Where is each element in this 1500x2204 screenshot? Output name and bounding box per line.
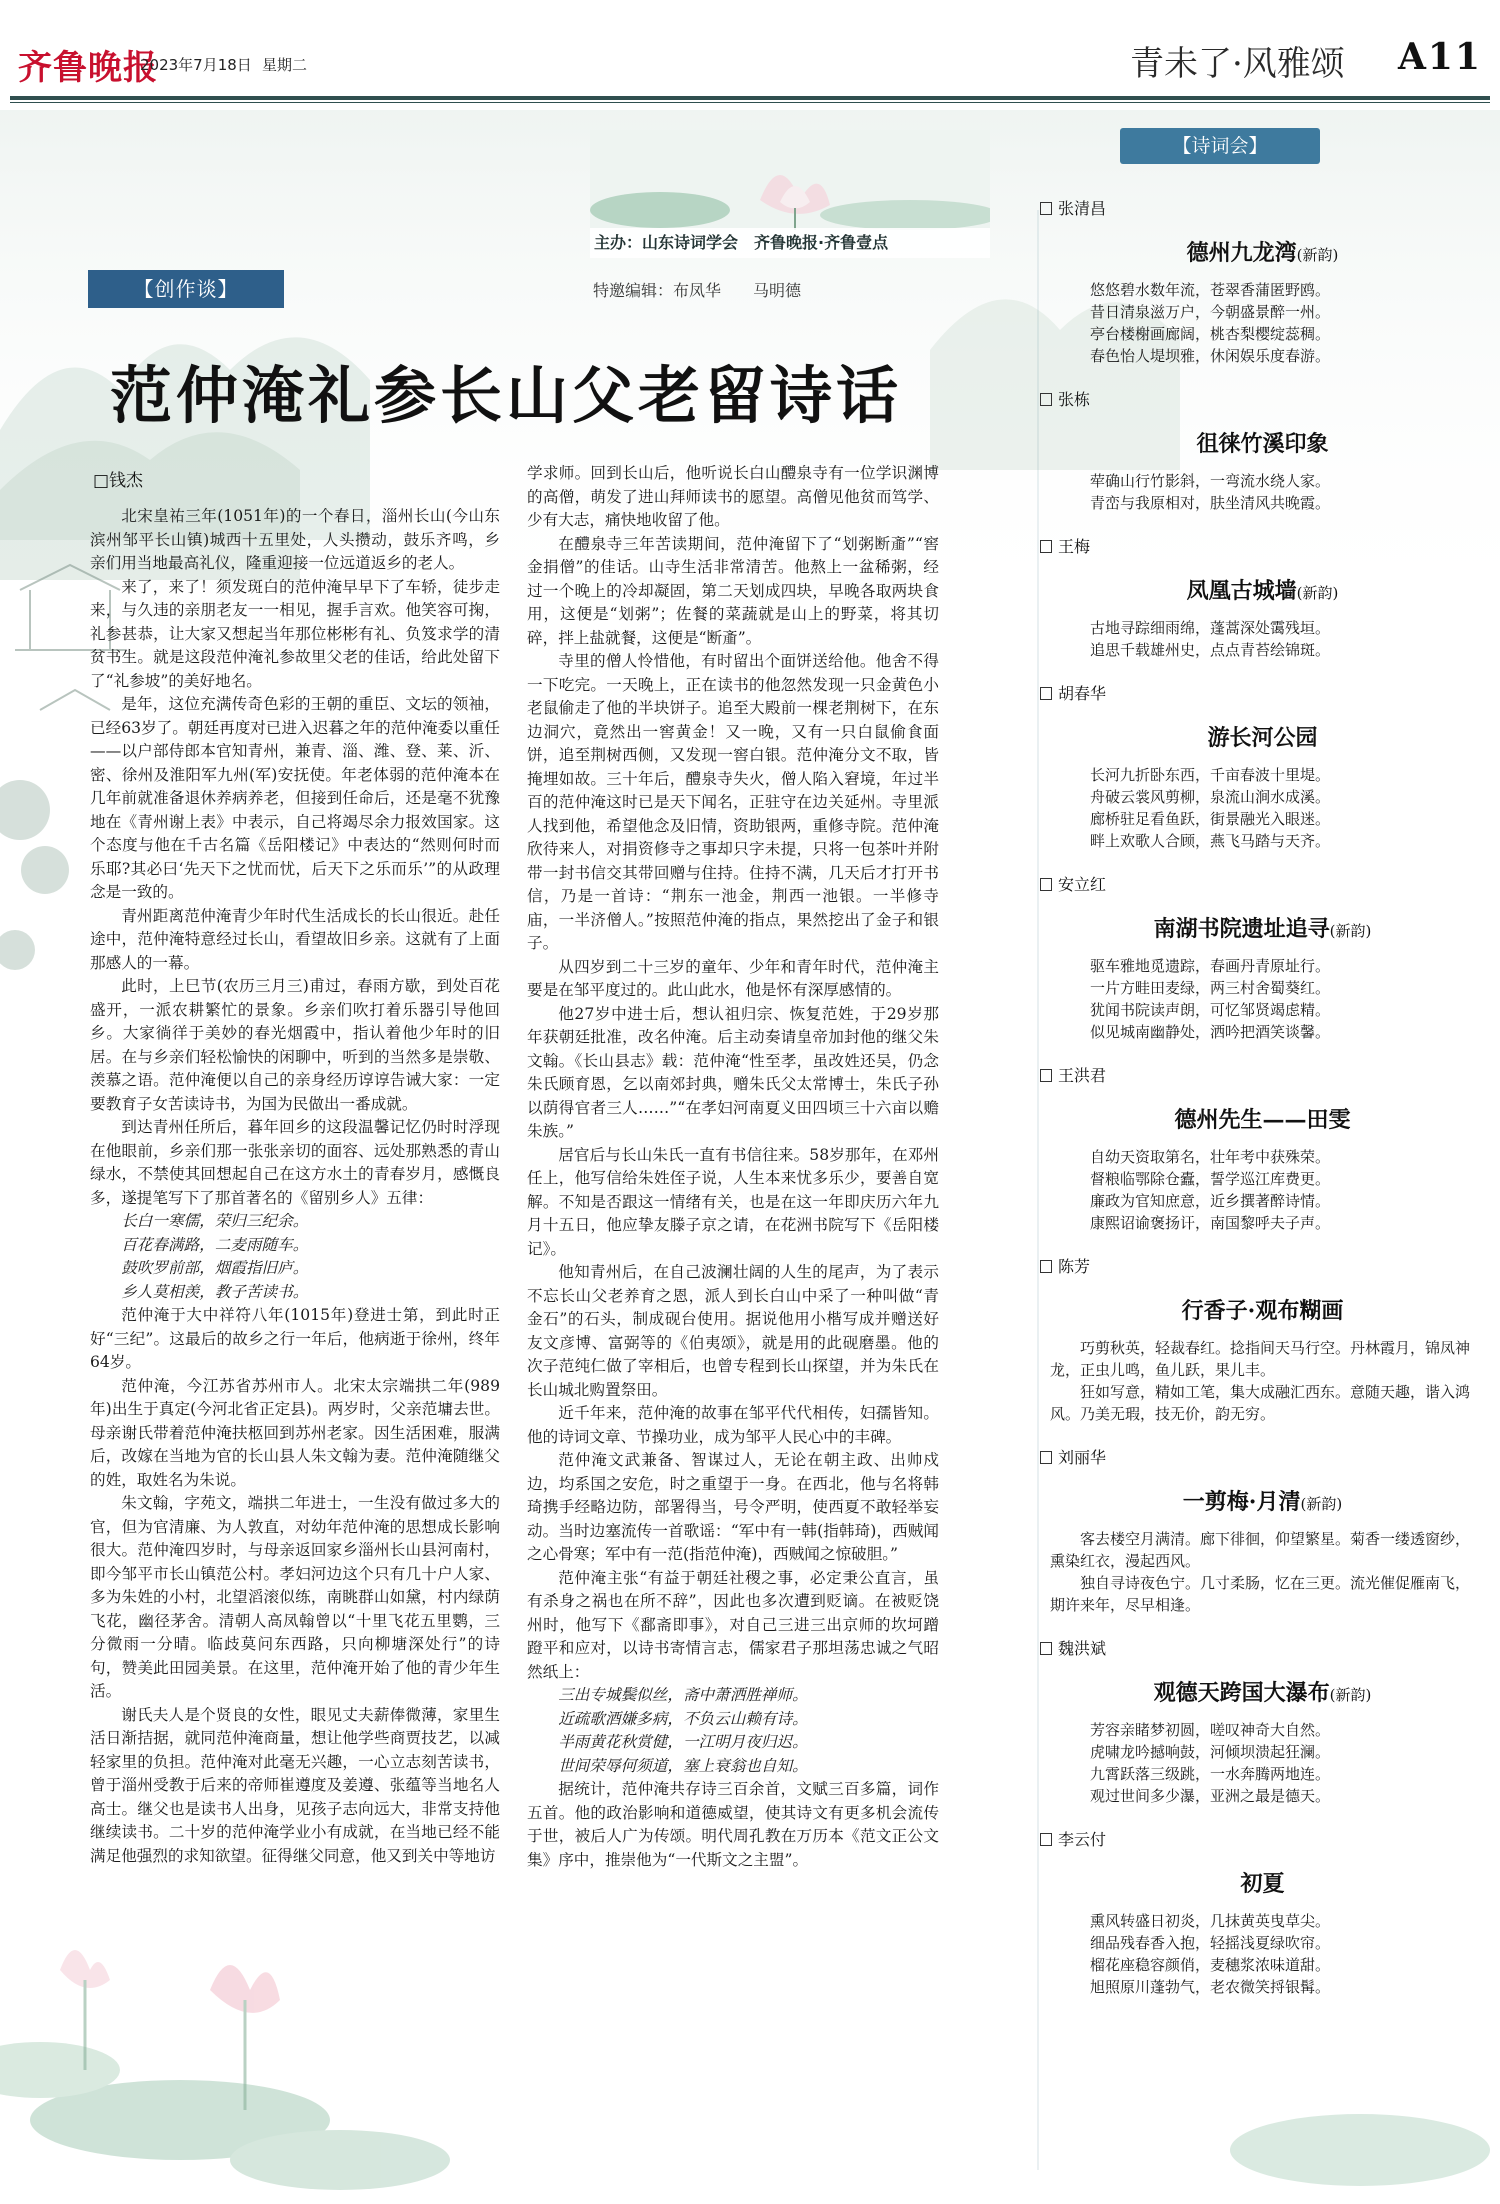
- poem-entry: [1040, 1447, 1485, 1616]
- poem-line: 舟破云裳风剪柳，泉流山涧水成溪。: [1090, 788, 1331, 806]
- poem-line: 廉政为官知庶意，近乡撰著醉诗情。: [1090, 1192, 1331, 1210]
- poem-line: 犹闻书院读声朗，可忆邹贤竭虑精。: [1090, 1001, 1331, 1019]
- poet-name: [1040, 1447, 1485, 1469]
- poem-line: 督粮临鄂除仓蠹，誓学巡江库费更。: [1090, 1170, 1331, 1188]
- poem-line: 亭台楼榭画廊阔，桃杏梨樱绽蕊稠。: [1090, 325, 1331, 343]
- article-paragraph: 朱文翰，字苑文，端拱二年进士，一生没有做过多大的官，但为官清廉、为人敦直，对幼年范仲淹的思想成长影响很大。范仲淹四岁时，与母亲返回家乡淄州长山县河南村，即今邹平市长山镇范公村。孝妇河边这个只有几十户人家、多为朱姓的小村，北望滔滚似练，南眺群山如黛，村内绿荫飞花，幽径茅舍。清朝人高凤翰曾以“十里飞花五里鹦，三分微雨一分晴。临歧莫问东西路，只向柳塘深处行”的诗句，赞美此田园美景。在这里，范仲淹开始了他的青少年生活。: [90, 1494, 500, 1700]
- section-title: 青未了·风雅颂: [1130, 44, 1345, 84]
- poem-line: 古地寻踪细雨绵，蓬蒿深处霭残垣。: [1090, 619, 1331, 637]
- article-title: 范仲淹礼参长山父老留诗话: [110, 359, 903, 432]
- quoted-verse-line: 乡人莫相羡，教子苦读书。: [121, 1282, 309, 1301]
- poem-entry: [1040, 536, 1485, 661]
- poem-line: 康熙诏谕褒扬讦，南国黎呼夫子声。: [1090, 1214, 1331, 1232]
- poet-name-text: 张栋: [1058, 390, 1091, 409]
- poem-title-text: 德州九龙湾: [1186, 240, 1297, 266]
- poem-line: 似见城南幽静处，洒吟把酒笑谈馨。: [1090, 1023, 1331, 1041]
- article-paragraph: 来了，来了！须发斑白的范仲淹早早下了车轿，徒步走来，与久违的亲朋老友一一相见，握手言欢。他笑容可掬，礼参甚恭，让大家又想起当年那位彬彬有礼、负笈求学的清贫书生。就是这段范仲淹礼参故里父老的佳话，给此处留下了“礼参坡”的美好地名。: [90, 577, 500, 690]
- poet-name-text: 张清昌: [1058, 199, 1107, 218]
- quoted-verse-line: 鼓吹罗前部，烟霞指旧庐。: [121, 1259, 309, 1277]
- article-paragraph: 北宋皇祐三年(1051年)的一个春日，淄州长山(今山东滨州邹平长山镇)城西十五里处，人头攒动，鼓乐齐鸣，乡亲们用当地最高礼仪，隆重迎接一位远道返乡的老人。: [90, 507, 500, 572]
- poem-line: 九霄跃落三级跳，一水奔腾两地连。: [1090, 1765, 1331, 1783]
- poem-line: 追思千载雄州史，点点青苔绘锦斑。: [1090, 641, 1331, 659]
- article-paragraph: 他27岁中进士后，想认祖归宗、恢复范姓，于29岁那年获朝廷批准，改名仲淹。后主动奏请皇帝加封他的继父朱文翰。《长山县志》载：范仲淹“性至孝，虽改姓还吴，仍念朱氏顾育恩，乞以南郊封典，赠朱氏父太常博士，朱氏子孙以荫得官者三人……”“在孝妇河南夏义田四顷三十六亩以赡朱族。”: [527, 1004, 939, 1140]
- poem-line: 狂如写意，精如工笔，集大成融汇西东。意随天趣，谐入鸿风。乃美无瑕，技无价，韵无穷。: [1050, 1383, 1471, 1423]
- poem-line: 细品残春香入抱，轻摇浅夏绿吹帘。: [1090, 1934, 1331, 1952]
- square-box-icon: [1040, 878, 1052, 891]
- quoted-verse-line: 世间荣辱何须道，塞上衰翁也自知。: [558, 1756, 808, 1775]
- poem-line: 芳容亲睹梦初圆，嗟叹神奇大自然。: [1090, 1721, 1331, 1739]
- poet-name: [1040, 389, 1485, 411]
- poem-rhyme-note: (新韵): [1296, 246, 1339, 264]
- article-column-1: [90, 505, 500, 2010]
- square-box-icon: [1040, 540, 1052, 553]
- poem-line: 客去楼空月满清。廊下徘徊，仰望繁星。菊香一缕透窗纱，熏染红衣，漫起西风。: [1050, 1530, 1471, 1570]
- poem-title: [1040, 1676, 1485, 1707]
- article-column-2: [527, 462, 939, 2010]
- square-box-icon: [1040, 687, 1052, 700]
- poem-title: [1040, 236, 1485, 267]
- poetry-section-tag: 【诗词会】: [1120, 128, 1320, 164]
- poem-title: [1040, 1867, 1485, 1898]
- poem-line: 青峦与我原相对，肤坐清风共晚霞。: [1090, 494, 1331, 512]
- poet-name-text: 王洪君: [1058, 1066, 1107, 1085]
- article-paragraph: 是年，这位充满传奇色彩的王朝的重臣、文坛的领袖，已经63岁了。朝廷再度对已进入迟暮之年的范仲淹委以重任——以户部侍郎本官知青州，兼青、淄、潍、登、莱、沂、密、徐州及淮阳军九州(军)安抚使。年老体弱的范仲淹本在几年前就准备退休养病养老，但接到任命后，还是毫不犹豫地在《青州谢上表》中表示，自己将竭尽余力报效国家。这个态度与他在千古名篇《岳阳楼记》中表达的“然则何时而乐耶?其必曰‘先天下之忧而忧，后天下之乐而乐’”的从政理念是一致的。: [90, 695, 500, 901]
- poet-name-text: 王梅: [1058, 537, 1091, 556]
- article-paragraph: 范仲淹文武兼备、智谋过人，无论在朝主政、出帅戍边，均系国之安危，时之重望于一身。在西北，他与名将韩琦携手经略边防，部署得当，号令严明，使西夏不敢轻举妄动。当时边塞流传一首歌谣：“军中有一韩(指韩琦)，西贼闻之心骨寒；军中有一范(指范仲淹)，西贼闻之惊破胆。”: [527, 1451, 939, 1563]
- poem-title-text: 一剪梅·月清: [1182, 1489, 1301, 1515]
- poem-title-text: 南湖书院遗址追寻: [1153, 916, 1330, 942]
- poem-entry: [1040, 874, 1485, 1043]
- lotus-pond-illustration: [590, 130, 990, 230]
- poet-name: [1040, 1638, 1485, 1660]
- poem-line: 一片方畦田麦绿，两三村舍蜀葵红。: [1090, 979, 1331, 997]
- article-paragraph: 居官后与长山朱氏一直有书信往来。58岁那年，在邓州任上，他写信给朱姓侄子说，人生本来忧多乐少，要善自宽解。不知是否跟这一情绪有关，也是在这一年即庆历六年九月十五日，他应挚友滕子京之请，在花洲书院写下《岳阳楼记》。: [527, 1145, 939, 1258]
- poet-name: [1040, 1065, 1485, 1087]
- poem-line: 虎啸龙吟撼响鼓，河倾坝溃起狂澜。: [1090, 1743, 1331, 1761]
- quoted-verse-line: 百花春满路，二麦雨随车。: [121, 1235, 309, 1254]
- article-paragraph: 青州距离范仲淹青少年时代生活成长的长山很近。赴任途中，范仲淹特意经过长山，看望故旧乡亲。这就有了上面那感人的一幕。: [90, 906, 500, 972]
- poet-name-text: 李云付: [1058, 1830, 1107, 1849]
- poem-line: 春色怡人堤坝雅，休闲娱乐度春游。: [1090, 347, 1331, 365]
- poem-title: [1040, 912, 1485, 943]
- article-paragraph: 此时，上巳节(农历三月三)甫过，春雨方歇，到处百花盛开，一派农耕繁忙的景象。乡亲们吹打着乐器引导他回乡。大家徜徉于美妙的春光烟霞中，指认着他少年时的旧居。在与乡亲们轻松愉快的闲聊中，听到的当然多是崇敬、羡慕之语。范仲淹便以自己的亲身经历谆谆告诫大家：一定要教育子女苦读诗书，为国为民做出一番成就。: [90, 977, 500, 1113]
- article-paragraph: 寺里的僧人怜惜他，有时留出个面饼送给他。他舍不得一下吃完。一天晚上，正在读书的他忽然发现一只金黄色小老鼠偷走了他的半块饼子。追至大殿前一棵老荆树下，在东边洞穴，竟然出一窖黄金！又一晚，又有一只白鼠偷食面饼，追至荆树西侧，又发现一窖白银。范仲淹分文不取，皆掩埋如故。三十年后，醴泉寺失火，僧人陷入窘境，年过半百的范仲淹这时已是天下闻名，正驻守在边关延州。寺里派人找到他，希望他念及旧情，资助银两，重修寺院。范仲淹欣待来人，对捐资修寺之事却只字未提，只将一包茶叶并附带一封书信交其带回赠与住持。住持不满，几天后才打开书信，乃是一首诗：“荆东一池金，荆西一池银。一半修寺庙，一半济僧人。”按照范仲淹的指点，果然挖出了金子和银子。: [527, 652, 939, 952]
- poem-line: 观过世间多少瀑，亚洲之最是德天。: [1090, 1787, 1331, 1805]
- poem-title: [1040, 427, 1485, 458]
- header-rule: [10, 96, 1490, 100]
- poet-name: [1040, 198, 1485, 220]
- article-paragraph: 范仲淹，今江苏省苏州市人。北宋太宗端拱二年(989年)出生于真定(今河北省正定县)。两岁时，父亲范墉去世。母亲谢氏带着范仲淹扶柩回到苏州老家。因生活困难，服满后，改嫁在当地为官的长山县人朱文翰为妻。范仲淹随继父的姓，取姓名为朱说。: [90, 1376, 500, 1489]
- article-paragraph: 近千年来，范仲淹的故事在邹平代代相传，妇孺皆知。他的诗词文章、节操功业，成为邹平人民心中的丰碑。: [527, 1404, 939, 1446]
- poet-name: [1040, 536, 1485, 558]
- article-byline: □钱杰: [93, 471, 144, 491]
- column-tag: 【创作谈】: [88, 270, 284, 308]
- square-box-icon: [1040, 1069, 1052, 1082]
- poem-rhyme-note: (新韵): [1300, 1495, 1343, 1513]
- poem-title: [1040, 1294, 1485, 1325]
- article-paragraph: 据统计，范仲淹共存诗三百余首，文赋三百多篇，词作五首。他的政治影响和道德威望，使其诗文有更多机会流传于世，被后人广为传颂。明代周孔教在万历本《范文正公文集》序中，推崇他为“一代斯文之主盟”。: [527, 1780, 939, 1869]
- article-paragraph: 到达青州任所后，暮年回乡的这段温馨记忆仍时时浮现在他眼前，乡亲们那一张张亲切的面容、远处那熟悉的青山绿水，不禁使其回想起自己在这方水土的青春岁月，感慨良多，遂提笔写下了那首著名的《留别乡人》五律：: [90, 1118, 500, 1207]
- issue-weekday: 星期二: [262, 56, 308, 74]
- poem-entry: [1040, 1065, 1485, 1234]
- header-rule-thin: [10, 102, 1490, 103]
- poem-title-text: 凤凰古城墙: [1186, 578, 1297, 604]
- poem-title: [1040, 1103, 1485, 1134]
- poem-entry: [1040, 1638, 1485, 1807]
- article-paragraph: 他知青州后，在自己波澜壮阔的人生的尾声，为了表示不忘长山父老养育之恩，派人到长白山中采了一种叫做“青金石”的石头，制成砚台使用。据说他用小楷写成并赠送好友文彦博、富弼等的《伯夷颂》，就是用的此砚磨墨。他的次子范纯仁做了宰相后，也曾专程到长山探望，并为朱氏在长山城北购置祭田。: [527, 1263, 939, 1399]
- article-paragraph: 范仲淹于大中祥符八年(1015年)登进士第，到此时正好“三纪”。这最后的故乡之行一年后，他病逝于徐州，终年64岁。: [90, 1306, 500, 1371]
- square-box-icon: [1040, 202, 1052, 215]
- poet-name: [1040, 1256, 1485, 1278]
- square-box-icon: [1040, 1260, 1052, 1273]
- quoted-verse-line: 半雨黄花秋赏健，一江明月夜归迟。: [558, 1733, 808, 1751]
- article-paragraph: 范仲淹主张“有益于朝廷社稷之事，必定秉公直言，虽有杀身之祸也在所不辞”，因此也多次遭到贬谪。在被贬饶州时，他写下《鄱斋即事》，对自己三进三出京师的坎坷蹭蹬平和应对，以诗书寄情言志，儒家君子那坦荡忠诚之气昭然纸上：: [527, 1568, 939, 1681]
- poem-entry: [1040, 198, 1485, 367]
- article-paragraph: 谢氏夫人是个贤良的女性，眼见丈夫薪俸微薄，家里生活日渐拮据，就同范仲淹商量，想让他学些商贾技艺，以减轻家里的负担。范仲淹对此毫无兴趣，一心立志刻苦读书，曾于淄州受教于后来的帝师崔遵度及姜遵、张蕴等当地名人高士。继父也是读书人出身，见孩子志向远大，非常支持他继续读书。二十岁的范仲淹学业小有成就，在当地已经不能满足他强烈的求知欲望。征得继父同意，他又到关中等地访: [90, 1705, 500, 1865]
- article-paragraph: 在醴泉寺三年苦读期间，范仲淹留下了“划粥断齑”“窖金捐僧”的佳话。山寺生活非常清苦。他熬上一盆稀粥，经过一个晚上的冷却凝固，第二天划成四块，早晚各取两块食用，这便是“划粥”；佐餐的菜蔬就是山上的野菜，将其切碎，拌上盐就餐，这便是“断齑”。: [527, 534, 939, 647]
- poem-line: 榴花座稳容颜俏，麦穗浆浓味道甜。: [1090, 1956, 1331, 1974]
- poem-title: [1040, 574, 1485, 605]
- article-paragraph: 学求师。回到长山后，他听说长白山醴泉寺有一位学识渊博的高僧，萌发了进山拜师读书的愿望。高僧见他贫而笃学、少有大志，痛快地收留了他。: [527, 464, 939, 529]
- poem-title-text: 徂徕竹溪印象: [1196, 431, 1329, 457]
- poem-line: 巧剪秋英，轻裁春红。捻指间天马行空。丹林霞月，锦凤神龙，正虫儿鸣，鱼儿跃，果儿丰。: [1050, 1339, 1471, 1379]
- poem-line: 悠悠碧水数年流，苍翠香蒲匿野鸥。: [1090, 281, 1331, 299]
- square-box-icon: [1040, 1642, 1052, 1655]
- poet-name-text: 陈芳: [1058, 1257, 1091, 1276]
- poem-title-text: 德州先生——田雯: [1174, 1107, 1351, 1133]
- poem-line: 熏风转盛日初炎，几抹黄英曳草尖。: [1090, 1912, 1331, 1930]
- sponsor-line: 主办：山东诗词学会 齐鲁晚报·齐鲁壹点: [590, 228, 990, 258]
- poem-title-text: 行香子·观布糊画: [1181, 1298, 1344, 1324]
- poem-line: 自幼天资取第名，壮年考中获殊荣。: [1090, 1148, 1331, 1166]
- poet-name-text: 魏洪斌: [1058, 1639, 1107, 1658]
- square-box-icon: [1040, 1833, 1052, 1846]
- guest-editors: 特邀编辑：布凤华 马明德: [593, 281, 802, 300]
- poem-entry: [1040, 389, 1485, 514]
- poet-name: [1040, 1829, 1485, 1851]
- poem-line: 旭照原川蓬勃气，老农微笑捋银髯。: [1090, 1978, 1331, 1996]
- issue-date: 2023年7月18日: [140, 56, 252, 74]
- poem-entry: [1040, 1256, 1485, 1425]
- poet-name: [1040, 683, 1485, 705]
- square-box-icon: [1040, 1451, 1052, 1464]
- poet-name-text: 刘丽华: [1058, 1448, 1107, 1467]
- poem-rhyme-note: (新韵): [1296, 584, 1339, 602]
- poem-line: 长河九折卧东西，千亩春波十里堤。: [1090, 766, 1331, 784]
- newspaper-logo: 齐鲁晚报: [18, 48, 158, 88]
- poem-line: 畔上欢歌人合顾，燕飞马踏与天齐。: [1090, 832, 1331, 850]
- poet-name-text: 胡春华: [1058, 684, 1107, 703]
- poem-line: 荦确山行竹影斜，一弯流水绕人家。: [1090, 472, 1331, 490]
- poem-rhyme-note: (新韵): [1329, 1686, 1372, 1704]
- poem-line: 独自寻诗夜色宁。几寸柔肠，忆在三更。流光催促雁南飞，期许来年，尽早相逢。: [1050, 1574, 1471, 1614]
- poet-name-text: 安立红: [1058, 875, 1107, 894]
- page-number: A11: [1398, 36, 1483, 78]
- masthead: [0, 0, 1500, 110]
- poem-title-text: 初夏: [1240, 1871, 1285, 1897]
- poem-title-text: 游长河公园: [1207, 725, 1318, 751]
- poetry-column: [1040, 120, 1485, 2200]
- poem-title: [1040, 1485, 1485, 1516]
- quoted-verse-line: 三出专城鬓似丝，斋中萧洒胜禅师。: [558, 1686, 808, 1704]
- poet-name: [1040, 874, 1485, 896]
- poem-line: 驱车雅地觅遗踪，春画丹青原址行。: [1090, 957, 1331, 975]
- poem-entry: [1040, 1829, 1485, 1998]
- poem-title: [1040, 721, 1485, 752]
- poem-title-text: 观德天跨国大瀑布: [1153, 1680, 1330, 1706]
- quoted-verse-line: 近疏歌酒嫌多病，不负云山赖有诗。: [558, 1709, 808, 1728]
- poem-line: 廊桥驻足看鱼跃，街景融光入眼迷。: [1090, 810, 1331, 828]
- square-box-icon: [1040, 393, 1052, 406]
- article-paragraph: 从四岁到二十三岁的童年、少年和青年时代，范仲淹主要是在邹平度过的。此山此水，他是怀有深厚感情的。: [527, 957, 939, 999]
- poem-rhyme-note: (新韵): [1329, 922, 1372, 940]
- quoted-verse-line: 长白一寒儒，荣归三纪余。: [121, 1212, 309, 1230]
- poem-line: 昔日清泉滋万户，今朝盛景醉一州。: [1090, 303, 1331, 321]
- poem-entry: [1040, 683, 1485, 852]
